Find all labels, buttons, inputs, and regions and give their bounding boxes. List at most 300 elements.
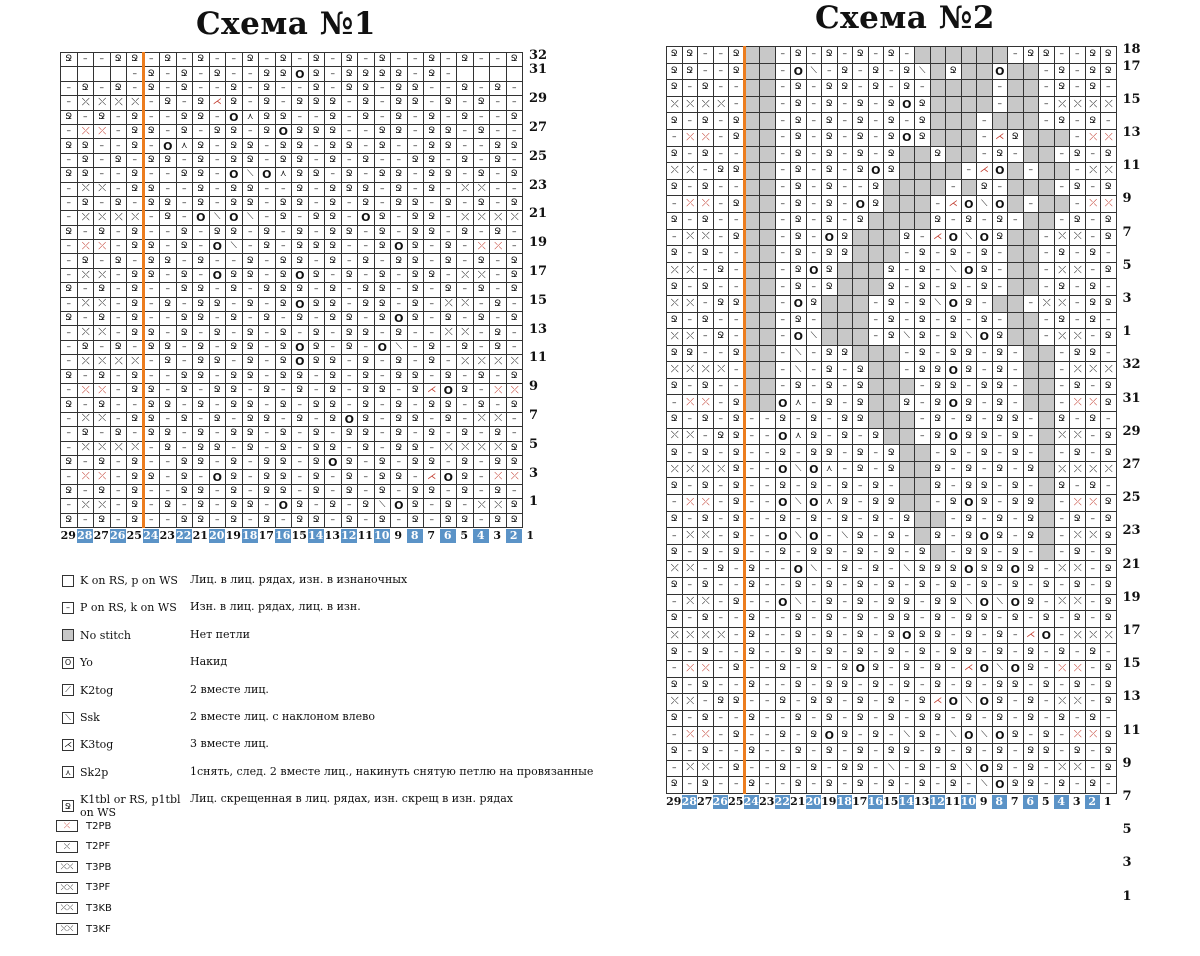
stitch-cell: O xyxy=(791,64,807,81)
stitch-cell: – xyxy=(259,211,276,225)
stitch-cell: – xyxy=(869,462,885,479)
stitch-cell: ⤬ xyxy=(94,326,111,340)
stitch-cell: Ջ xyxy=(210,67,227,81)
row-number: 19 xyxy=(529,235,548,251)
stitch-cell: Ջ xyxy=(94,312,111,326)
stitch-cell: ⤫ xyxy=(683,130,699,147)
stitch-cell: – xyxy=(474,326,491,340)
stitch-cell: Ջ xyxy=(193,370,210,384)
stitch-cell: – xyxy=(807,711,823,728)
stitch-cell: Ջ xyxy=(931,595,947,612)
stitch-cell: Ջ xyxy=(698,180,714,197)
stitch-cell: – xyxy=(276,82,293,96)
stitch-cell: Ջ xyxy=(259,312,276,326)
stitch-cell: – xyxy=(1039,694,1055,711)
stitch-cell: – xyxy=(210,485,227,499)
stitch-cell: Ջ xyxy=(946,644,962,661)
stitch-cell: – xyxy=(993,97,1009,114)
stitch-cell: – xyxy=(276,514,293,528)
stitch-cell: Ջ xyxy=(226,312,243,326)
stitch-cell: Ջ xyxy=(226,370,243,384)
stitch-cell: ⤬ xyxy=(1055,429,1071,446)
column-number: 19 xyxy=(821,795,837,808)
stitch-cell: – xyxy=(1024,429,1040,446)
stitch-cell: Ջ xyxy=(127,53,144,67)
stitch-cell xyxy=(977,47,993,64)
stitch-cell: – xyxy=(729,578,745,595)
stitch-cell: Ջ xyxy=(776,545,792,562)
stitch-cell: – xyxy=(474,53,491,67)
legend-item xyxy=(56,656,190,669)
stitch-cell: Ջ xyxy=(507,197,524,211)
stitch-cell: Ջ xyxy=(259,67,276,81)
stitch-cell: – xyxy=(884,561,900,578)
stitch-cell xyxy=(915,180,931,197)
stitch-cell: Ջ xyxy=(177,470,194,484)
stitch-cell: – xyxy=(441,341,458,355)
stitch-cell: – xyxy=(226,326,243,340)
stitch-cell: – xyxy=(714,379,730,396)
stitch-cell: – xyxy=(177,197,194,211)
stitch-cell: – xyxy=(760,661,776,678)
stitch-cell: – xyxy=(111,312,128,326)
stitch-cell: – xyxy=(1101,80,1117,97)
stitch-cell: – xyxy=(683,545,699,562)
stitch-cell: Ջ xyxy=(807,478,823,495)
stitch-cell: – xyxy=(760,761,776,778)
stitch-cell: – xyxy=(325,514,342,528)
stitch-cell: Ջ xyxy=(1008,445,1024,462)
stitch-cell: O xyxy=(946,395,962,412)
stitch-cell: Ջ xyxy=(325,183,342,197)
stitch-cell: ⤬ xyxy=(457,269,474,283)
stitch-cell: Ջ xyxy=(144,254,161,268)
stitch-cell xyxy=(915,528,931,545)
stitch-cell: Ջ xyxy=(94,456,111,470)
stitch-cell: – xyxy=(900,47,916,64)
row-number: 21 xyxy=(529,206,548,222)
stitch-cell: O xyxy=(776,429,792,446)
stitch-cell: – xyxy=(457,499,474,513)
stitch-cell: Ջ xyxy=(977,611,993,628)
stitch-cell: ⟍ xyxy=(977,727,993,744)
stitch-cell: Ջ xyxy=(193,442,210,456)
stitch-cell: Ջ xyxy=(259,384,276,398)
stitch-cell: Ջ xyxy=(1039,578,1055,595)
stitch-cell: – xyxy=(962,313,978,330)
stitch-cell: Ջ xyxy=(776,694,792,711)
stitch-cell: Ջ xyxy=(144,67,161,81)
stitch-cell: – xyxy=(884,512,900,529)
stitch-cell: Ջ xyxy=(325,283,342,297)
stitch-cell: – xyxy=(683,379,699,396)
column-number: 10 xyxy=(960,795,976,808)
stitch-cell: ⤬ xyxy=(1070,462,1086,479)
stitch-cell: – xyxy=(745,429,761,446)
stitch-cell: – xyxy=(807,147,823,164)
stitch-cell: – xyxy=(698,47,714,64)
stitch-cell: Ջ xyxy=(127,226,144,240)
stitch-cell: – xyxy=(490,96,507,110)
stitch-cell xyxy=(931,130,947,147)
stitch-cell: ⋏ xyxy=(822,462,838,479)
stitch-cell: – xyxy=(838,196,854,213)
stitch-cell: – xyxy=(977,147,993,164)
stitch-cell: Ջ xyxy=(144,269,161,283)
stitch-cell: ⤫ xyxy=(698,196,714,213)
stitch-cell: – xyxy=(698,263,714,280)
stitch-cell: – xyxy=(78,312,95,326)
stitch-cell: – xyxy=(474,82,491,96)
stitch-cell: – xyxy=(776,313,792,330)
stitch-cell xyxy=(760,246,776,263)
stitch-cell: Ջ xyxy=(61,398,78,412)
stitch-cell: Ջ xyxy=(408,226,425,240)
stitch-cell: Ջ xyxy=(457,53,474,67)
stitch-cell: Ջ xyxy=(698,445,714,462)
stitch-cell: – xyxy=(424,413,441,427)
stitch-cell: Ջ xyxy=(822,113,838,130)
stitch-cell: Ջ xyxy=(745,628,761,645)
stitch-cell: – xyxy=(276,240,293,254)
stitch-cell: Ջ xyxy=(667,744,683,761)
stitch-cell: Ջ xyxy=(1101,578,1117,595)
stitch-cell: – xyxy=(441,53,458,67)
stitch-cell: – xyxy=(915,412,931,429)
stitch-cell: ⤬ xyxy=(127,442,144,456)
row-number: 31 xyxy=(529,62,548,78)
stitch-cell xyxy=(946,163,962,180)
stitch-cell: ⤫ xyxy=(474,240,491,254)
stitch-cell: ⤫ xyxy=(667,462,683,479)
stitch-cell xyxy=(1055,130,1071,147)
stitch-cell: – xyxy=(745,694,761,711)
stitch-cell: – xyxy=(683,412,699,429)
stitch-cell: ⟍ xyxy=(900,727,916,744)
stitch-cell: – xyxy=(276,413,293,427)
stitch-cell: – xyxy=(977,412,993,429)
stitch-cell: – xyxy=(931,246,947,263)
stitch-cell: Ջ xyxy=(822,545,838,562)
stitch-cell: – xyxy=(1039,80,1055,97)
stitch-cell: Ջ xyxy=(683,346,699,363)
stitch-cell: ⤬ xyxy=(441,326,458,340)
stitch-cell: Ջ xyxy=(1101,230,1117,247)
stitch-cell xyxy=(61,67,78,81)
stitch-cell: – xyxy=(729,744,745,761)
cable-abbr: T3PB xyxy=(86,861,112,873)
cable-legend-item xyxy=(56,861,111,873)
stitch-cell: – xyxy=(309,139,326,153)
stitch-cell: ⤬ xyxy=(94,355,111,369)
stitch-cell: Ջ xyxy=(745,744,761,761)
stitch-cell: – xyxy=(507,125,524,139)
stitch-cell: – xyxy=(474,514,491,528)
stitch-cell: Ջ xyxy=(822,578,838,595)
stitch-cell: ⤬ xyxy=(1039,296,1055,313)
stitch-cell: – xyxy=(993,445,1009,462)
cable-abbr: T3KF xyxy=(86,923,111,935)
stitch-cell: Ջ xyxy=(791,196,807,213)
stitch-cell: – xyxy=(714,545,730,562)
stitch-cell: – xyxy=(714,644,730,661)
stitch-cell: – xyxy=(993,478,1009,495)
stitch-cell: Ջ xyxy=(1024,462,1040,479)
row-number: 29 xyxy=(529,91,548,107)
stitch-cell: Ջ xyxy=(698,246,714,263)
stitch-cell: Ջ xyxy=(309,442,326,456)
stitch-cell: Ջ xyxy=(160,298,177,312)
stitch-cell: – xyxy=(915,395,931,412)
stitch-cell: Ջ xyxy=(408,154,425,168)
stitch-cell: Ջ xyxy=(1024,47,1040,64)
stitch-cell: ⤬ xyxy=(683,462,699,479)
row-number: 27 xyxy=(1122,457,1141,472)
stitch-cell: – xyxy=(490,254,507,268)
column-number: 13 xyxy=(914,795,930,808)
stitch-cell: – xyxy=(177,96,194,110)
stitch-cell: – xyxy=(1008,761,1024,778)
stitch-cell: Ջ xyxy=(962,346,978,363)
stitch-cell: – xyxy=(791,727,807,744)
stitch-cell: Ջ xyxy=(193,139,210,153)
stitch-cell: Ջ xyxy=(408,370,425,384)
stitch-cell: Ջ xyxy=(869,678,885,695)
stitch-cell: ⤬ xyxy=(1086,163,1102,180)
stitch-cell: – xyxy=(931,196,947,213)
stitch-cell: – xyxy=(776,346,792,363)
stitch-cell xyxy=(1008,296,1024,313)
stitch-cell: – xyxy=(1055,495,1071,512)
stitch-cell: Ջ xyxy=(457,154,474,168)
stitch-cell: ⤬ xyxy=(698,230,714,247)
stitch-cell: – xyxy=(946,545,962,562)
stitch-cell: – xyxy=(931,644,947,661)
stitch-cell: O xyxy=(292,341,309,355)
stitch-cell xyxy=(745,346,761,363)
stitch-cell: – xyxy=(375,82,392,96)
stitch-cell: Ջ xyxy=(325,442,342,456)
stitch-cell: Ջ xyxy=(915,644,931,661)
stitch-cell: – xyxy=(698,329,714,346)
stitch-cell: O xyxy=(962,263,978,280)
row-number: 27 xyxy=(529,120,548,135)
stitch-cell: – xyxy=(507,82,524,96)
row-number: 1 xyxy=(1122,888,1132,904)
stitch-cell xyxy=(931,163,947,180)
stitch-cell: Ջ xyxy=(424,53,441,67)
stitch-cell: – xyxy=(144,96,161,110)
stitch-cell: ⤬ xyxy=(1055,296,1071,313)
stitch-cell: ⤫ xyxy=(1086,97,1102,114)
stitch-cell: Ջ xyxy=(160,398,177,412)
stitch-cell: Ջ xyxy=(745,711,761,728)
stitch-cell: – xyxy=(441,154,458,168)
legend-symbol-icon: – xyxy=(62,602,74,614)
stitch-cell: – xyxy=(822,478,838,495)
stitch-cell: – xyxy=(160,269,177,283)
stitch-cell: – xyxy=(915,611,931,628)
stitch-cell: – xyxy=(807,130,823,147)
row-number: 32 xyxy=(1122,357,1141,373)
stitch-cell: Ջ xyxy=(729,412,745,429)
stitch-cell: Ջ xyxy=(210,442,227,456)
stitch-cell: Ջ xyxy=(177,168,194,182)
stitch-cell: – xyxy=(94,168,111,182)
stitch-cell: – xyxy=(776,678,792,695)
stitch-cell: Ջ xyxy=(276,111,293,125)
stitch-cell: Ջ xyxy=(807,429,823,446)
stitch-cell xyxy=(760,313,776,330)
stitch-cell: – xyxy=(1070,80,1086,97)
stitch-cell: – xyxy=(441,485,458,499)
stitch-cell: Ջ xyxy=(424,341,441,355)
stitch-cell: – xyxy=(946,512,962,529)
stitch-cell: – xyxy=(667,727,683,744)
stitch-cell: – xyxy=(931,495,947,512)
stitch-cell: Ջ xyxy=(78,254,95,268)
stitch-cell: Ջ xyxy=(915,313,931,330)
stitch-cell: Ջ xyxy=(776,478,792,495)
stitch-cell: – xyxy=(111,269,128,283)
stitch-cell: ⤬ xyxy=(1086,528,1102,545)
stitch-cell xyxy=(1039,495,1055,512)
stitch-cell: Ջ xyxy=(193,514,210,528)
stitch-cell: – xyxy=(977,462,993,479)
stitch-cell: ⟍ xyxy=(900,561,916,578)
stitch-cell: – xyxy=(900,711,916,728)
stitch-cell: Ջ xyxy=(94,485,111,499)
stitch-cell: Ջ xyxy=(838,412,854,429)
stitch-cell xyxy=(884,346,900,363)
stitch-cell xyxy=(869,362,885,379)
stitch-cell: – xyxy=(869,694,885,711)
stitch-cell: – xyxy=(838,213,854,230)
stitch-cell: ⤬ xyxy=(457,298,474,312)
legend-item xyxy=(56,629,190,642)
stitch-cell: – xyxy=(309,283,326,297)
stitch-cell: Ջ xyxy=(309,456,326,470)
stitch-cell: – xyxy=(1101,279,1117,296)
stitch-cell: Ջ xyxy=(94,226,111,240)
stitch-cell: Ջ xyxy=(822,777,838,794)
stitch-cell: – xyxy=(61,413,78,427)
stitch-cell: – xyxy=(884,727,900,744)
stitch-cell: – xyxy=(776,744,792,761)
stitch-cell: ⤬ xyxy=(127,355,144,369)
stitch-cell: – xyxy=(729,263,745,280)
stitch-cell: ⟍ xyxy=(946,727,962,744)
stitch-cell: – xyxy=(776,628,792,645)
stitch-cell: Ջ xyxy=(993,362,1009,379)
stitch-cell: – xyxy=(144,211,161,225)
stitch-cell: Ջ xyxy=(667,279,683,296)
stitch-cell: Ջ xyxy=(1055,279,1071,296)
stitch-cell: – xyxy=(993,545,1009,562)
row-number: 21 xyxy=(1122,556,1141,572)
stitch-cell: ⋏ xyxy=(177,139,194,153)
stitch-cell: – xyxy=(838,130,854,147)
stitch-cell: ⤫ xyxy=(94,470,111,484)
stitch-cell: Ջ xyxy=(884,545,900,562)
stitch-cell: Ջ xyxy=(667,379,683,396)
stitch-cell: – xyxy=(776,147,792,164)
stitch-cell: ⤬ xyxy=(457,183,474,197)
stitch-cell: – xyxy=(683,279,699,296)
stitch-cell: – xyxy=(358,269,375,283)
stitch-cell: – xyxy=(375,326,392,340)
stitch-cell: O xyxy=(977,661,993,678)
stitch-cell xyxy=(1039,196,1055,213)
stitch-cell xyxy=(1024,362,1040,379)
legend-abbr: No stitch xyxy=(80,628,131,642)
stitch-cell: Ջ xyxy=(667,47,683,64)
stitch-cell: – xyxy=(78,514,95,528)
stitch-cell: – xyxy=(745,445,761,462)
stitch-cell: Ջ xyxy=(915,777,931,794)
stitch-cell: Ջ xyxy=(791,578,807,595)
stitch-cell: Ջ xyxy=(698,744,714,761)
stitch-cell: Ջ xyxy=(441,240,458,254)
legend-item xyxy=(56,684,190,697)
stitch-cell: O xyxy=(977,761,993,778)
stitch-cell: ⤫ xyxy=(1101,628,1117,645)
stitch-cell: – xyxy=(111,514,128,528)
stitch-cell xyxy=(853,263,869,280)
stitch-cell: – xyxy=(1039,661,1055,678)
stitch-cell: ⋏ xyxy=(791,429,807,446)
stitch-cell: Ջ xyxy=(931,362,947,379)
stitch-cell xyxy=(1039,545,1055,562)
stitch-cell: O xyxy=(946,296,962,313)
stitch-cell: Ջ xyxy=(309,82,326,96)
stitch-cell xyxy=(760,329,776,346)
stitch-cell: Ջ xyxy=(127,470,144,484)
stitch-cell: Ջ xyxy=(714,296,730,313)
legend-description: 2 вместе лиц. xyxy=(190,682,269,696)
stitch-cell: Ջ xyxy=(292,254,309,268)
stitch-cell: Ջ xyxy=(962,545,978,562)
stitch-cell: Ջ xyxy=(884,329,900,346)
stitch-cell: O xyxy=(822,727,838,744)
stitch-cell: ⤬ xyxy=(683,429,699,446)
stitch-cell: – xyxy=(177,298,194,312)
stitch-cell: Ջ xyxy=(226,125,243,139)
stitch-cell: – xyxy=(408,341,425,355)
stitch-cell: O xyxy=(977,528,993,545)
stitch-cell: Ջ xyxy=(853,611,869,628)
stitch-cell: Ջ xyxy=(1008,727,1024,744)
stitch-cell: – xyxy=(714,611,730,628)
stitch-cell: Ջ xyxy=(1070,578,1086,595)
stitch-cell: – xyxy=(1055,346,1071,363)
stitch-cell: – xyxy=(507,183,524,197)
stitch-cell: Ջ xyxy=(358,154,375,168)
stitch-cell: – xyxy=(160,456,177,470)
stitch-cell: Ջ xyxy=(729,512,745,529)
stitch-cell: – xyxy=(822,429,838,446)
stitch-cell: Ջ xyxy=(193,312,210,326)
stitch-cell: – xyxy=(853,429,869,446)
stitch-cell: Ջ xyxy=(127,125,144,139)
stitch-cell: Ջ xyxy=(342,226,359,240)
stitch-cell xyxy=(977,64,993,81)
stitch-cell: ⤫ xyxy=(441,298,458,312)
stitch-cell: – xyxy=(474,427,491,441)
stitch-cell: – xyxy=(391,283,408,297)
stitch-cell: Ջ xyxy=(276,442,293,456)
stitch-cell: Ջ xyxy=(144,197,161,211)
